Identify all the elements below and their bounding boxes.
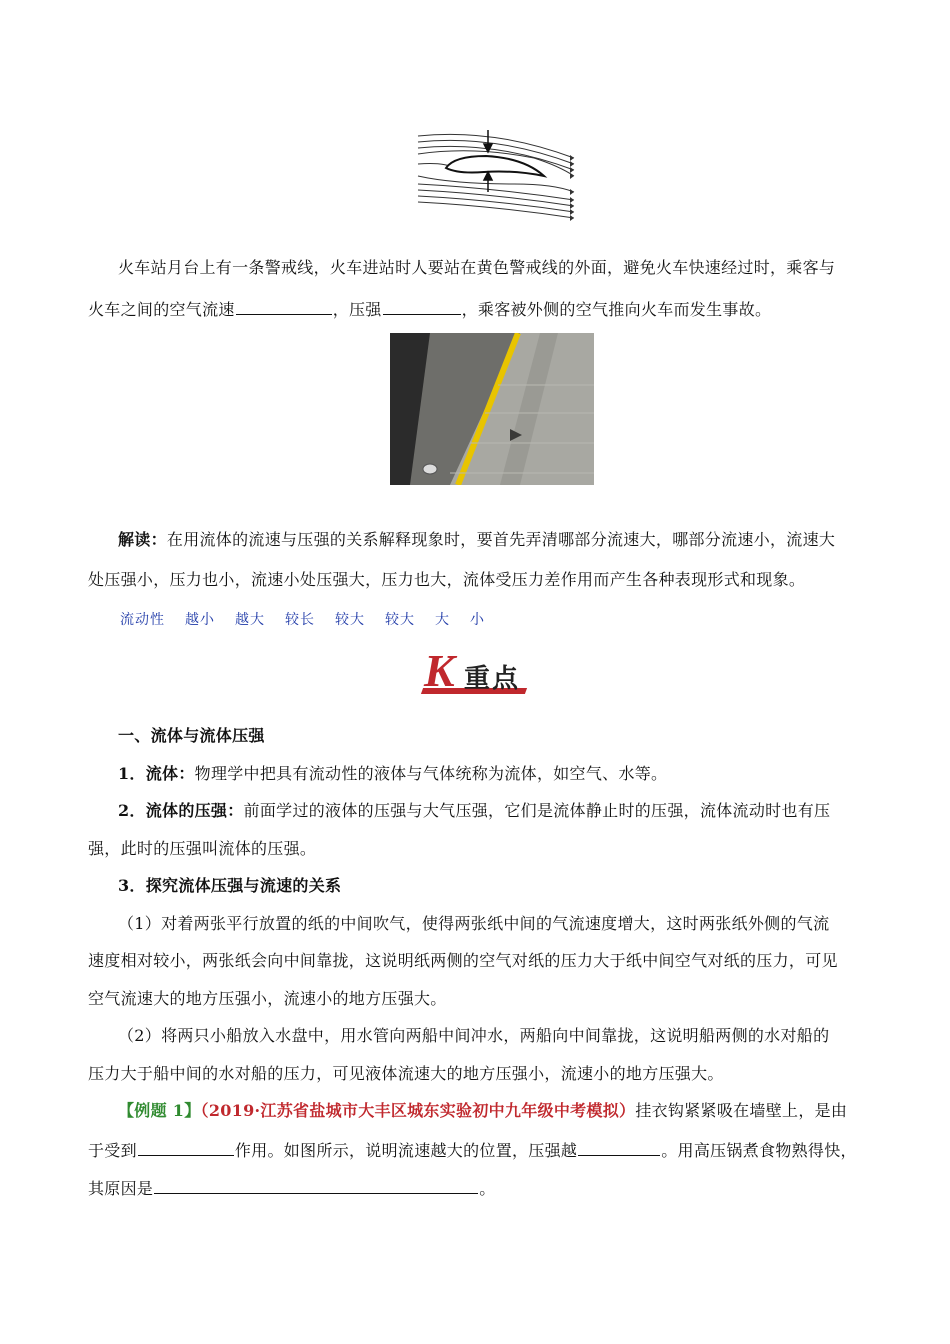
section-heading: 一、流体与流体压强 — [118, 726, 265, 745]
interpretation-label: 解读： — [118, 530, 167, 549]
point-3-1-line-1: （1）对着两张平行放置的纸的中间吹气，使得两张纸中间的气流速度增大，这时两张纸外侧的气流 — [118, 914, 830, 933]
platform-photo — [390, 333, 594, 485]
answer-blank-reason[interactable] — [154, 1177, 478, 1194]
point-3-1-line-2: 速度相对较小，两张纸会向中间靠拢，这说明纸两侧的空气对纸的压力大于纸中间空气对纸的压力，可见 — [88, 951, 838, 970]
answer-blank-pressure[interactable] — [383, 298, 461, 315]
point-1 — [118, 764, 667, 784]
answer-blank-pressure-level[interactable] — [578, 1139, 660, 1156]
banner-title: 重点 — [464, 664, 521, 694]
example-text-1: 挂衣钩紧紧吸在墙壁上，是由 — [635, 1101, 848, 1120]
answer-key — [120, 609, 505, 629]
answer-item: 大 — [435, 612, 450, 628]
intro-text-a: 火车之间的空气流速 — [88, 300, 235, 319]
platform-photo-illustration — [390, 333, 594, 485]
interpretation-line-1 — [118, 530, 835, 550]
answer-item: 小 — [470, 612, 485, 628]
example-line-2 — [88, 1139, 857, 1161]
intro-line-2 — [88, 298, 771, 320]
intro-text-c: ，乘客被外侧的空气推向火车而发生事故。 — [461, 300, 772, 319]
point-2-line-1 — [118, 801, 830, 821]
answer-blank-force[interactable] — [138, 1139, 234, 1156]
intro-line-1: 火车站月台上有一条警戒线，火车进站时人要站在黄色警戒线的外面，避免火车快速经过时，乘客与 — [118, 258, 836, 277]
answer-item: 较长 — [285, 612, 315, 628]
point-3-2-line-2: 压力大于船中间的水对船的压力，可见液体流速大的地方压强小，流速小的地方压强大。 — [88, 1064, 724, 1083]
point-3-2-line-1: （2）将两只小船放入水盘中，用水管向两船中间冲水，两船向中间靠拢，这说明船两侧的水对船的 — [118, 1026, 830, 1045]
point-2-text-1: 前面学过的液体的压强与大气压强，它们是流体静止时的压强，流体流动时也有压 — [243, 801, 831, 820]
point-1-text: 物理学中把具有流动性的液体与气体统称为流体，如空气、水等。 — [194, 764, 668, 783]
example-text-2b: 作用。如图所示，说明流速越大的位置，压强越 — [234, 1141, 578, 1160]
point-3-1-line-3: 空气流速大的地方压强小，流速小的地方压强大。 — [88, 989, 447, 1008]
point-3-heading: 3．探究流体压强与流速的关系 — [118, 876, 342, 895]
example-source: （2019·江苏省盐城市大丰区城东实验初中九年级中考模拟） — [200, 1101, 636, 1120]
airfoil-diagram — [414, 128, 578, 224]
answer-item: 较大 — [335, 612, 365, 628]
point-1-label: 1．流体： — [118, 764, 195, 783]
example-text-2c: 。用高压锅煮食物熟得快， — [661, 1141, 857, 1160]
example-line-3 — [88, 1177, 496, 1199]
banner-letter: K — [424, 645, 455, 696]
key-points-banner — [420, 645, 530, 698]
answer-blank-speed[interactable] — [236, 298, 332, 315]
point-2-label: 2．流体的压强： — [118, 801, 244, 820]
example-text-3b: 。 — [479, 1179, 496, 1198]
intro-text-b: ，压强 — [332, 300, 382, 319]
point-2-line-2: 强，此时的压强叫流体的压强。 — [88, 839, 317, 858]
answer-item: 流动性 — [120, 612, 165, 628]
answer-item: 越大 — [235, 612, 265, 628]
example-tag: 【例题 1】 — [118, 1101, 201, 1120]
example-text-2a: 于受到 — [88, 1141, 137, 1160]
example-text-3a: 其原因是 — [88, 1179, 154, 1198]
example-line-1 — [118, 1101, 847, 1121]
answer-item: 较大 — [385, 612, 415, 628]
interpretation-text-1: 在用流体的流速与压强的关系解释现象时，要首先弄清哪部分流速大，哪部分流速小，流速大 — [166, 530, 836, 549]
interpretation-line-2: 处压强小，压力也小，流速小处压强大，压力也大，流体受压力差作用而产生各种表现形式和现象。 — [88, 570, 806, 589]
answer-item: 越小 — [185, 612, 215, 628]
